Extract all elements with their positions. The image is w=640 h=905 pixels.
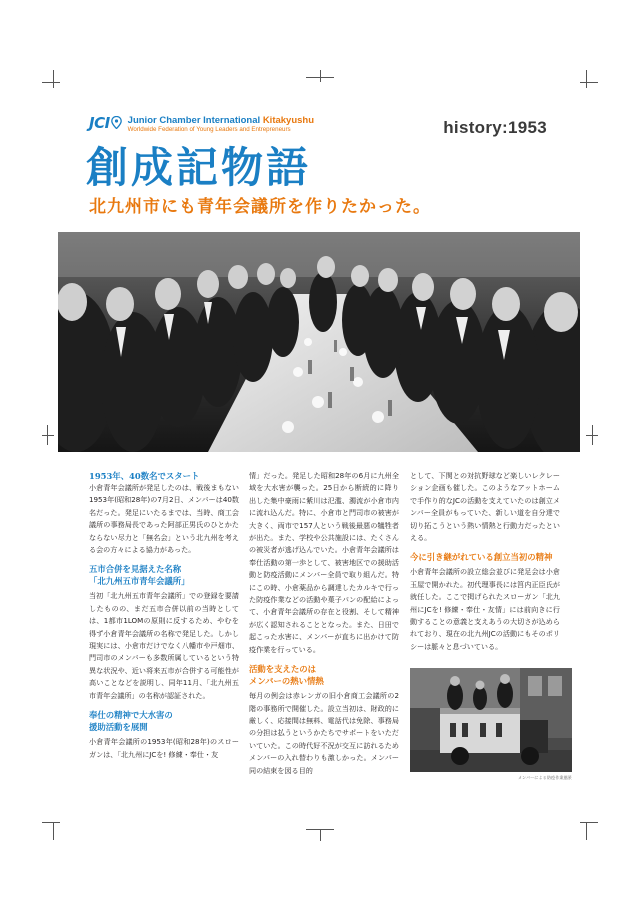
body-paragraph: 毎月の例会は赤レンガの旧小倉商工会議所の2階の事務所で開催した。設立当初は、財政的に厳しく、応接間は無料、電話代は免除、事務局の分担は払うというかたちでサポートをいただいていた。この時代好不況が交互に訪れるためメンバーの入れ替わりも激しかった。メンバー同の結束を図る目的 bbox=[249, 691, 399, 775]
history-year-label: history:1953 bbox=[443, 118, 547, 137]
group-photo-banquet bbox=[58, 232, 580, 452]
crop-mark bbox=[586, 70, 587, 88]
section-heading: 今に引き継がれている創立当初の精神 bbox=[410, 552, 553, 563]
body-paragraph: 小倉青年会議所の1953年(昭和28年)のスローガンは、「北九州にJCを! 修練・奉仕・友 bbox=[89, 737, 239, 759]
logo-org-name: Junior Chamber International bbox=[127, 115, 261, 126]
crop-mark bbox=[42, 822, 60, 823]
body-paragraph: 情」だった。発足した昭和28年の6月に九州全域を大水害が襲った。25日から断続的に降り出した集中豪雨に紫川は氾濫、濁流が小倉市内に流れ込んだ。特に、小倉市と門司市の被害が大きく、両市で157人という戦後最悪の犠牲者が出た。また、学校や公共施設には、たくさんの被災者が逃げ込んでいた。小倉青年会議所は奉仕活動の第一歩として、被害地区での援助活動と防疫活動にメンバー全員で取り組んだ。特にこの時、小倉薬品から調達したカルキで行った防疫作業などの活動や菓子パンの配給によって、小倉青年会議所の存在と役割、そして精神が広く認知されることとなった。また、日田で起こった水害に、メンバーが直ちに出かけて防疫作業を行っている。 bbox=[249, 471, 399, 654]
crop-mark bbox=[320, 829, 321, 841]
crop-mark bbox=[586, 822, 587, 840]
crop-mark bbox=[580, 82, 598, 83]
body-paragraph: 小倉青年会議所が発足したのは、戦後まもない1953年(昭和28年)の7月2日、メンバーは40数名だった。発足にいたるまでは、当時、商工会議所の事務局長であった阿部正男氏のひとかたならない尽力と「無名会」という北九州を考える会の方々による協力があった。 bbox=[89, 483, 239, 555]
crop-mark bbox=[42, 435, 54, 436]
photo-caption: メンバーによる防疫作業風景 bbox=[517, 775, 572, 780]
jci-logo bbox=[89, 115, 314, 134]
location-pin-icon bbox=[111, 116, 122, 129]
jci-logo-mark: JCI bbox=[89, 114, 110, 132]
section-heading: 五市合併を見据えた名称 bbox=[89, 564, 182, 575]
body-paragraph: として、下関との対抗野球など楽しいレクレーション企画も催した。このようなアットホームで手作り的なJCの活動を支えていたのは創立メンバー全員がもっていた、新しい道を自分達で切り拓こうという熱い情熱と行動力だったといえる。 bbox=[410, 471, 560, 543]
text-column-3 bbox=[410, 470, 560, 653]
crop-mark bbox=[592, 425, 593, 445]
section-heading: メンバーの熱い情熱 bbox=[249, 676, 324, 687]
body-paragraph: 当初「北九州五市青年会議所」での登録を要請したものの、まだ五市合併以前の当時としては、1都市1LOMの原則に反するため、やむを得ず小倉青年会議所の名称で発足した。しかし現実には、小倉市だけでなく八幡市や戸畑市、門司市のメンバーも多数所属しているという特異な状況や、近い将来五市が合併する可能性が高いことなどを説明し、同年11月、「北九州五市青年会議所」の名称が認証された。 bbox=[89, 591, 239, 700]
crop-mark bbox=[47, 425, 48, 445]
page-title: 創成記物語 bbox=[86, 143, 312, 192]
section-heading: 奉仕の精神で大水害の bbox=[89, 710, 173, 721]
crop-mark bbox=[580, 822, 598, 823]
section-heading: 「北九州五市青年会議所」 bbox=[89, 576, 190, 587]
logo-tagline: Worldwide Federation of Young Leaders and Entrepreneurs bbox=[127, 126, 291, 133]
disinfection-work-photo bbox=[410, 668, 572, 772]
crop-mark bbox=[53, 822, 54, 840]
section-heading: 1953年、40数名でスタート bbox=[89, 471, 200, 481]
logo-city-name: Kitakyushu bbox=[262, 115, 315, 126]
section-heading: 援助活動を展開 bbox=[89, 722, 148, 733]
crop-mark bbox=[53, 70, 54, 88]
body-paragraph: 小倉青年会議所の設立総会並びに発足会は小倉玉屋で開かれた。初代理事長には筥内正臣氏が就任した。ここで掲げられたスローガン「北九州にJCを! 修練・奉仕・友情」には前向きに行動することの意義と支えあうの大切さが込められており、現在の北九州JCの活動にもそのポリシーは脈々と息づいている。 bbox=[410, 567, 560, 651]
page-subtitle: 北九州市にも青年会議所を作りたかった。 bbox=[89, 197, 431, 217]
crop-mark bbox=[42, 82, 60, 83]
crop-mark bbox=[320, 70, 321, 82]
text-column-2 bbox=[249, 470, 399, 777]
section-heading: 活動を支えたのは bbox=[249, 664, 316, 675]
text-column-1 bbox=[89, 470, 239, 761]
